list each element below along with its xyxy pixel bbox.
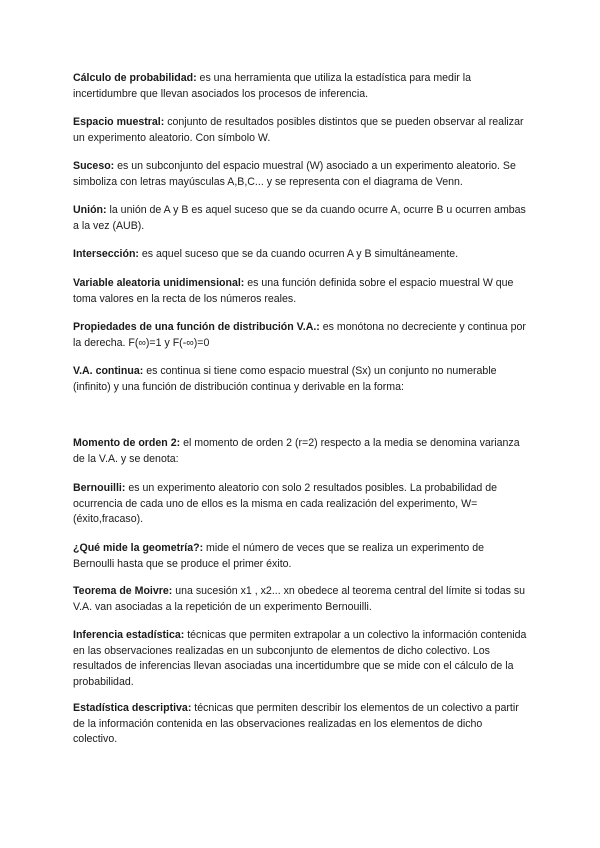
term: Estadística descriptiva: <box>73 702 192 714</box>
entry-propiedades-distribucion <box>73 320 528 351</box>
definition: es un experimento aleatorio con solo 2 resultados posibles. La probabilidad de ocurrencia de cada uno de ellos es la misma en cada realización del experimento, W=(éxito,fracaso). <box>73 482 497 526</box>
definition: es una herramienta que utiliza la estadística para medir la incertidumbre que llevan asociados los procesos de inferencia. <box>73 72 472 100</box>
term: V.A. continua: <box>73 365 144 377</box>
entry-geometria <box>73 541 528 572</box>
term: Espacio muestral: <box>73 116 165 128</box>
term: Unión: <box>73 204 107 216</box>
definition: mide el número de veces que se realiza un experimento de Bernoulli hasta que se produce el primer éxito. <box>73 542 485 570</box>
term: Intersección: <box>73 248 139 260</box>
entry-union <box>73 203 528 234</box>
term: Suceso: <box>73 160 115 172</box>
definition: es una función definida sobre el espacio muestral W que toma valores en la recta de los números reales. <box>73 277 514 305</box>
term: Propiedades de una función de distribución V.A.: <box>73 321 320 333</box>
definition: es un subconjunto del espacio muestral (W) asociado a un experimento aleatorio. Se simboliza con letras mayúsculas A,B,C... y se representa con el diagrama de Venn. <box>73 160 516 188</box>
term: Teorema de Moivre: <box>73 585 173 597</box>
entry-calculo-probabilidad <box>73 71 528 102</box>
term: Bernouilli: <box>73 482 126 494</box>
definition: técnicas que permiten extrapolar a un colectivo la información contenida en las observaciones realizadas en un subconjunto de elementos de dicho colectivo. Los resultados de inferencias llevan asociadas una incertidumbre que se mide con el cálculo de la probabilidad. <box>73 629 527 688</box>
entry-inferencia-estadistica <box>73 628 528 690</box>
definition: la unión de A y B es aquel suceso que se da cuando ocurre A, ocurre B u ocurren ambas a la vez (AUB). <box>73 204 526 232</box>
term: Inferencia estadística: <box>73 629 185 641</box>
term: Cálculo de probabilidad: <box>73 72 197 84</box>
definition: es monótona no decreciente y continua por la derecha. F(∞)=1 y F(-∞)=0 <box>73 321 526 349</box>
definition: una sucesión x1 , x2... xn obedece al teorema central del límite si todas su V.A. van asociadas a la repetición de un experimento Bernouilli. <box>73 585 526 613</box>
entry-variable-aleatoria <box>73 276 528 307</box>
entry-interseccion <box>73 247 528 263</box>
entry-espacio-muestral <box>73 115 528 146</box>
entry-bernouilli <box>73 481 528 528</box>
term: Momento de orden 2: <box>73 437 181 449</box>
entry-teorema-moivre <box>73 584 528 615</box>
definition: el momento de orden 2 (r=2) respecto a la media se denomina varianza de la V.A. y se denota: <box>73 437 520 465</box>
definition: es aquel suceso que se da cuando ocurren A y B simultáneamente. <box>138 248 459 260</box>
definition: conjunto de resultados posibles distintos que se pueden observar al realizar un experimento aleatorio. Con símbolo W. <box>73 116 524 144</box>
entry-va-continua <box>73 364 528 395</box>
entry-estadistica-descriptiva <box>73 701 528 748</box>
definition: técnicas que permiten describir los elementos de un colectivo a partir de la información contenida en las observaciones realizadas en los elementos de dicho colectivo. <box>73 702 519 746</box>
term: ¿Qué mide la geometría?: <box>73 542 204 554</box>
entry-suceso <box>73 159 528 190</box>
term: Variable aleatoria unidimensional: <box>73 277 245 289</box>
definition: es continua si tiene como espacio muestral (Sx) un conjunto no numerable (infinito) y una función de distribución continua y derivable en la forma: <box>73 365 497 393</box>
entry-momento-orden-2 <box>73 436 528 467</box>
